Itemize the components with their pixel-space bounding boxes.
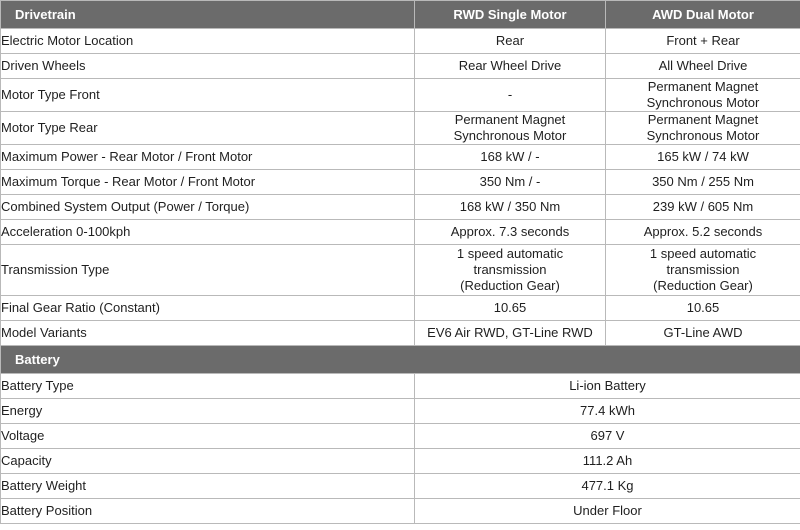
row-label: Voltage xyxy=(1,424,415,449)
row-label: Acceleration 0-100kph xyxy=(1,220,415,245)
rwd-column-header: RWD Single Motor xyxy=(415,1,606,29)
row-label: Battery Position xyxy=(1,499,415,524)
row-label: Final Gear Ratio (Constant) xyxy=(1,296,415,321)
table-row xyxy=(1,474,800,499)
row-label: Driven Wheels xyxy=(1,54,415,79)
table-row xyxy=(1,245,800,296)
rwd-value: 1 speed automatic transmission (Reduction Gear) xyxy=(456,246,564,293)
table-row xyxy=(1,374,800,399)
rwd-value: 10.65 xyxy=(415,296,606,321)
table-row xyxy=(1,170,800,195)
battery-value: Under Floor xyxy=(415,499,800,524)
awd-value: 1 speed automatic transmission (Reduction Gear) xyxy=(649,246,757,293)
awd-value: All Wheel Drive xyxy=(606,54,800,79)
battery-value: 697 V xyxy=(415,424,800,449)
rwd-value: 168 kW / - xyxy=(415,145,606,170)
awd-value: GT-Line AWD xyxy=(606,321,800,346)
table-row xyxy=(1,220,800,245)
battery-value: 477.1 Kg xyxy=(415,474,800,499)
table-row xyxy=(1,112,800,145)
rwd-value: Rear xyxy=(415,29,606,54)
battery-value: 77.4 kWh xyxy=(415,399,800,424)
row-label: Maximum Torque - Rear Motor / Front Motor xyxy=(1,170,415,195)
row-label: Transmission Type xyxy=(1,245,415,296)
rwd-value: - xyxy=(415,79,606,112)
rwd-value: Approx. 7.3 seconds xyxy=(415,220,606,245)
table-row xyxy=(1,424,800,449)
row-label: Motor Type Rear xyxy=(1,112,415,145)
awd-value: 239 kW / 605 Nm xyxy=(606,195,800,220)
table-row xyxy=(1,195,800,220)
awd-value: 350 Nm / 255 Nm xyxy=(606,170,800,195)
awd-value: 10.65 xyxy=(606,296,800,321)
row-label: Electric Motor Location xyxy=(1,29,415,54)
table-row xyxy=(1,54,800,79)
battery-section-title: Battery xyxy=(1,346,800,374)
rwd-value: Permanent Magnet Synchronous Motor xyxy=(453,112,567,143)
row-label: Model Variants xyxy=(1,321,415,346)
table-row xyxy=(1,79,800,112)
battery-header-row xyxy=(1,346,800,374)
drivetrain-section-title: Drivetrain xyxy=(1,1,415,29)
table-row xyxy=(1,145,800,170)
awd-column-header: AWD Dual Motor xyxy=(606,1,800,29)
row-label: Motor Type Front xyxy=(1,79,415,112)
rwd-value: EV6 Air RWD, GT-Line RWD xyxy=(415,321,606,346)
row-label: Battery Type xyxy=(1,374,415,399)
table-row xyxy=(1,296,800,321)
table-row xyxy=(1,321,800,346)
awd-value: Front + Rear xyxy=(606,29,800,54)
table-row xyxy=(1,499,800,524)
awd-value: Permanent Magnet Synchronous Motor xyxy=(646,79,760,110)
battery-value: 111.2 Ah xyxy=(415,449,800,474)
row-label: Maximum Power - Rear Motor / Front Motor xyxy=(1,145,415,170)
awd-value: Approx. 5.2 seconds xyxy=(606,220,800,245)
table-row xyxy=(1,449,800,474)
rwd-value: Rear Wheel Drive xyxy=(415,54,606,79)
row-label: Combined System Output (Power / Torque) xyxy=(1,195,415,220)
rwd-value: 350 Nm / - xyxy=(415,170,606,195)
row-label: Battery Weight xyxy=(1,474,415,499)
awd-value: Permanent Magnet Synchronous Motor xyxy=(646,112,760,143)
table-row xyxy=(1,29,800,54)
battery-value: Li-ion Battery xyxy=(415,374,800,399)
rwd-value: 168 kW / 350 Nm xyxy=(415,195,606,220)
row-label: Capacity xyxy=(1,449,415,474)
table-row xyxy=(1,399,800,424)
drivetrain-header-row xyxy=(1,1,800,29)
row-label: Energy xyxy=(1,399,415,424)
awd-value: 165 kW / 74 kW xyxy=(606,145,800,170)
